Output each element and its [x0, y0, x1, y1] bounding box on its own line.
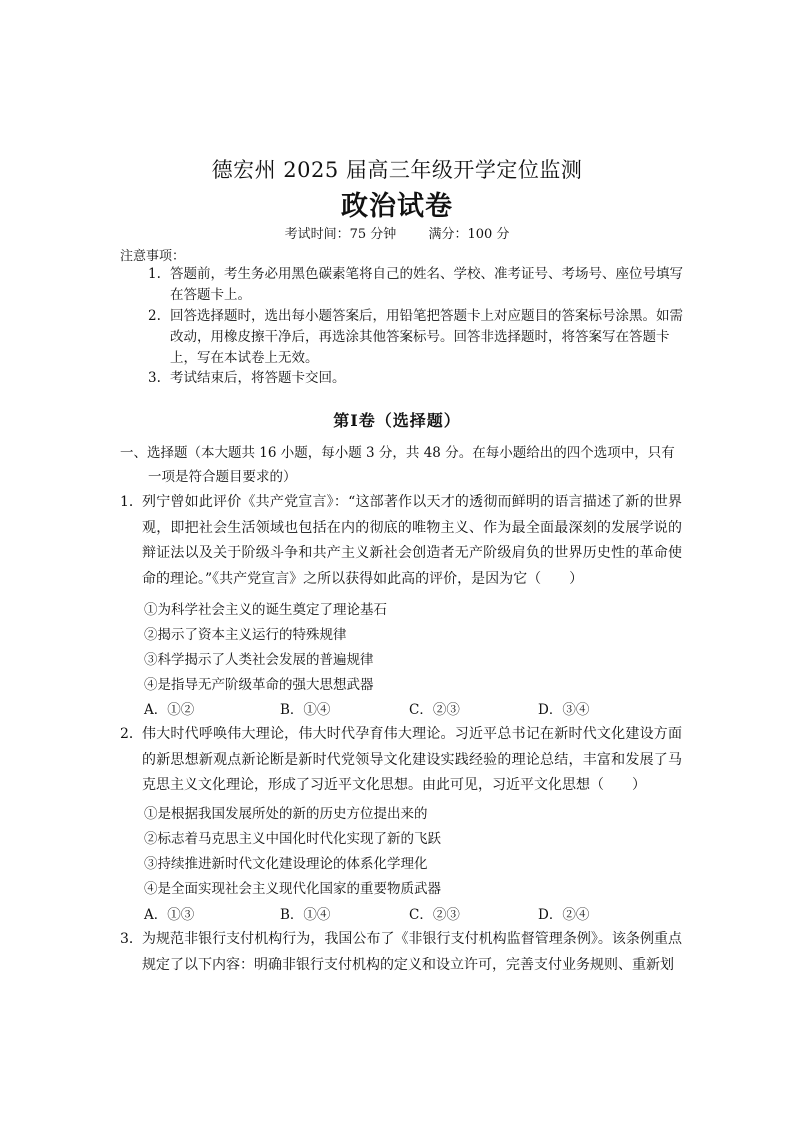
- note-text: 考试结束后，将答题卡交回。: [170, 370, 346, 386]
- answer-choice: B．①④: [280, 907, 331, 923]
- statement-option: ②标志着马克思主义中国化时代化实现了新的飞跃: [144, 831, 441, 847]
- answer-choice: D．②④: [538, 907, 590, 923]
- section-title: 第Ⅰ卷（选择题）: [333, 411, 461, 430]
- note-item: [148, 264, 688, 306]
- part-heading-line2: 一项是符合题目要求的）: [148, 469, 297, 485]
- note-item: [148, 368, 688, 389]
- note-item: [148, 306, 688, 369]
- statement-option: ③持续推进新时代文化建设理论的体系化学理化: [144, 856, 428, 872]
- exam-title: 德宏州 2025 届高三年级开学定位监测: [211, 158, 583, 182]
- answer-choice: C．②③: [409, 907, 460, 923]
- question-1: [120, 490, 682, 592]
- question-number: 2．: [120, 726, 143, 742]
- notes-title: 注意事项：: [120, 249, 186, 264]
- note-text: 答题前，考生务必用黑色碳素笔将自己的姓名、学校、准考证号、考场号、座位号填写在答题卡上。: [170, 266, 683, 303]
- note-number: 2.: [148, 308, 161, 324]
- question-number: 3．: [120, 931, 143, 947]
- answer-choice: A．①③: [144, 907, 195, 923]
- statement-option: ④是指导无产阶级革命的强大思想武器: [144, 677, 374, 693]
- subject-title: 政治试卷: [341, 191, 453, 222]
- part-heading: [120, 441, 680, 489]
- exam-score: 满分：100 分: [428, 227, 510, 242]
- exam-time: 考试时间：75 分钟: [284, 227, 397, 242]
- question-3: [120, 927, 682, 978]
- answer-choice: A．①②: [144, 702, 195, 718]
- question-2: [120, 722, 682, 799]
- statement-option: ④是全面实现社会主义现代化国家的重要物质武器: [144, 881, 441, 897]
- note-number: 3.: [148, 370, 161, 386]
- note-number: 1.: [148, 266, 161, 282]
- note-text: 回答选择题时，选出每小题答案后，用铅笔把答题卡上对应题目的答案标号涂黑。如需改动，用橡皮擦干净后，再选涂其他答案标号。回答非选择题时，将答案写在答题卡上，写在本试卷上无效。: [170, 308, 683, 366]
- question-stem: 为规范非银行支付机构行为，我国公布了《非银行支付机构监督管理条例》。该条例重点规定了以下内容：明确非银行支付机构的定义和设立许可，完善支付业务规则、重新划: [142, 931, 682, 973]
- statement-option: ①为科学社会主义的诞生奠定了理论基石: [144, 602, 387, 618]
- statement-option: ①是根据我国发展所处的新的历史方位提出来的: [144, 806, 428, 822]
- answer-choice: D．③④: [538, 702, 590, 718]
- statement-option: ②揭示了资本主义运行的特殊规律: [144, 627, 347, 643]
- question-stem: 列宁曾如此评价《共产党宣言》：“这部著作以天才的透彻而鲜明的语言描述了新的世界观，即把社会生活领域也包括在内的彻底的唯物主义、作为最全面最深刻的发展学说的辩证法以及关于阶级斗争和共产主义新社会创造者无产阶级肩负的世界历史性的革命使命的理论。”《共产党宣言》之所以获得如此高的评价，是因为它（ ）: [142, 494, 682, 587]
- answer-choice: C．②③: [409, 702, 460, 718]
- question-stem: 伟大时代呼唤伟大理论，伟大时代孕育伟大理论。习近平总书记在新时代文化建设方面的新思想新观点新论断是新时代党领导文化建设实践经验的理论总结，丰富和发展了马克思主义文化理论，形成了习近平文化思想。由此可见，习近平文化思想（ ）: [142, 726, 682, 793]
- statement-option: ③科学揭示了人类社会发展的普遍规律: [144, 652, 374, 668]
- answer-choice: B．①④: [280, 702, 331, 718]
- part-heading-line1: 一、选择题（本大题共 16 小题，每小题 3 分，共 48 分。在每小题给出的四个选项中，只有: [120, 445, 675, 461]
- question-number: 1．: [120, 494, 143, 510]
- exam-info: [0, 223, 794, 242]
